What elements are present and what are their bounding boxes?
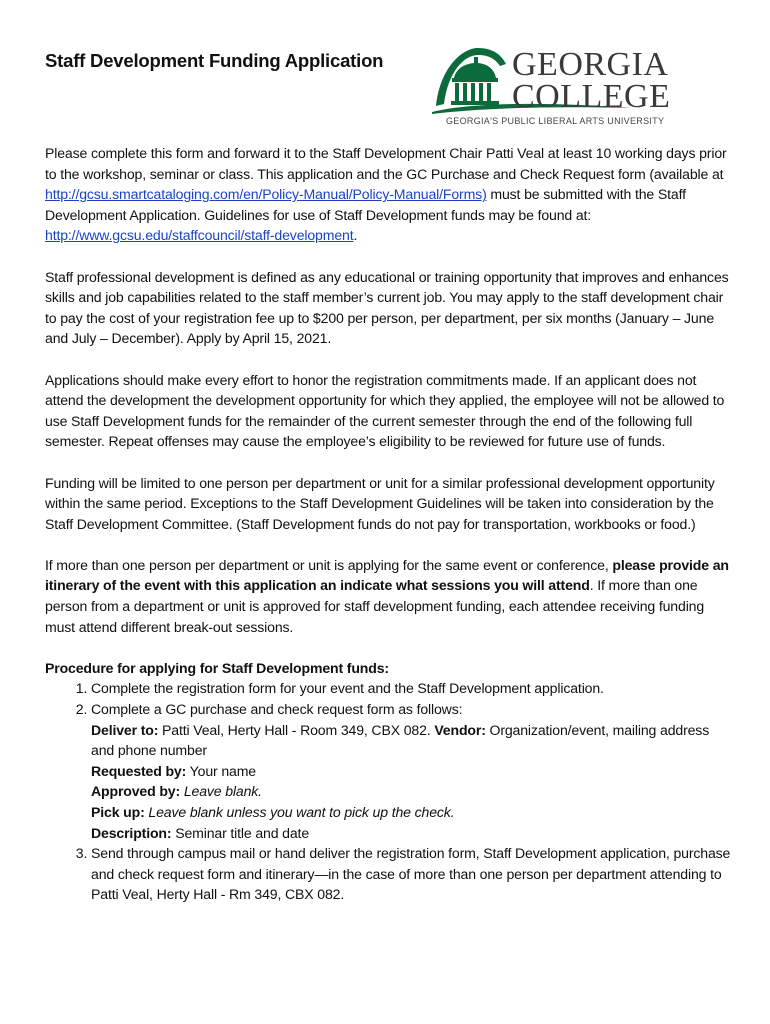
approved-value: Leave blank. — [183, 783, 262, 800]
staff-development-link[interactable]: http://www.gcsu.edu/staffcouncil/staff-development — [45, 227, 354, 244]
description-line — [91, 823, 735, 844]
step-text: Send through campus mail or hand deliver the registration form, Staff Development application, purchase and check request form and itinerary—in the case of more than one person per department attending to Patti Veal, Herty Hall - Rm 349, CBX 082. — [91, 845, 731, 903]
pickup-label: Pick up: — [91, 804, 145, 820]
logo-tagline: GEORGIA'S PUBLIC LIBERAL ARTS UNIVERSITY — [446, 116, 665, 126]
paragraph-text: . — [353, 227, 358, 244]
procedure-heading: Procedure for applying for Staff Development funds: — [45, 659, 389, 676]
paragraph-instructions — [45, 143, 735, 246]
deliver-value: Patti Veal, Herty Hall - Room 349, CBX 082. — [158, 721, 435, 738]
paragraph-itinerary — [45, 555, 735, 637]
requested-by-line — [91, 761, 735, 782]
pickup-value: Leave blank unless you want to pick up the check. — [148, 804, 455, 820]
paragraph-text: must be submitted with the Staff Development Application. Guidelines for use of Staff Development funds may be found at: — [45, 186, 686, 223]
requested-value: Your name — [186, 762, 256, 779]
logo-line-college: COLLEGE — [512, 78, 671, 115]
paragraph-commitments: Applications should make every effort to honor the registration commitments made. If an applicant does not attend the development the development opportunity for which they applied, the employee will not be allowed to use Staff Development funds for the remainder of the current semester through the end of the following full semester. Repeat offenses may cause the employee’s eligibility to be reviewed for future use of funds. — [45, 371, 725, 450]
deliver-to-line — [91, 720, 735, 761]
pick-up-line — [91, 802, 735, 823]
description-value: Seminar title and date — [171, 824, 310, 841]
procedure-step-1 — [91, 678, 735, 699]
procedure-steps — [45, 678, 735, 905]
policy-forms-link[interactable]: http://gcsu.smartcataloging.com/en/Policy-Manual/Policy-Manual/Forms) — [45, 186, 487, 203]
approved-by-line — [91, 781, 735, 802]
document-body — [45, 143, 735, 905]
description-label: Description: — [91, 824, 172, 841]
approved-label: Approved by: — [91, 783, 181, 800]
itinerary-requirement: please provide an itinerary of the event with this application an indicate what sessions you will attend — [45, 556, 729, 594]
step-text: Complete the registration form for your event and the Staff Development application. — [91, 680, 604, 697]
procedure-step-3 — [91, 843, 735, 905]
paragraph-funding-limits: Funding will be limited to one person per department or unit for a similar professional development opportunity within the same period. Exceptions to the Staff Development Guidelines will be taken into consideration by the Staff Development Committee. (Staff Development funds do not pay for transportation, workbooks or food.) — [45, 474, 715, 532]
deliver-label: Deliver to: — [91, 721, 159, 738]
step-text: 2. Complete a GC purchase and check request form as follows: — [91, 701, 463, 718]
vendor-label: Vendor: — [434, 721, 486, 738]
paragraph-text: If more than one person per department or unit is applying for the same event or conference, — [45, 556, 613, 573]
page-title: Staff Development Funding Application — [45, 50, 384, 71]
paragraph-text: . If more than one person from a department or unit is approved for staff development funding, each attendee receiving funding must attend different break-out sessions. — [45, 577, 705, 635]
requested-label: Requested by: — [91, 762, 187, 779]
logo-line-georgia: GEORGIA — [512, 46, 669, 83]
vendor-value: Organization/event, mailing address and phone number — [91, 721, 710, 759]
paragraph-definition: Staff professional development is defined as any educational or training opportunity that improves and enhances skills and job capabilities related to the staff member’s current job. You may apply to the staff development chair to pay the cost of your registration fee up to $200 per person, per department, per six months (January – June and July – December). Apply by April 15, 2021. — [45, 268, 729, 347]
paragraph-text: Please complete this form and forward it to the Staff Development Chair Patti Veal at least 10 working days prior to the workshop, seminar or class. This application and the GC Purchase and Check Request form (available at — [45, 145, 727, 182]
procedure-step-2 — [91, 699, 735, 843]
georgia-college-logo — [432, 42, 671, 130]
